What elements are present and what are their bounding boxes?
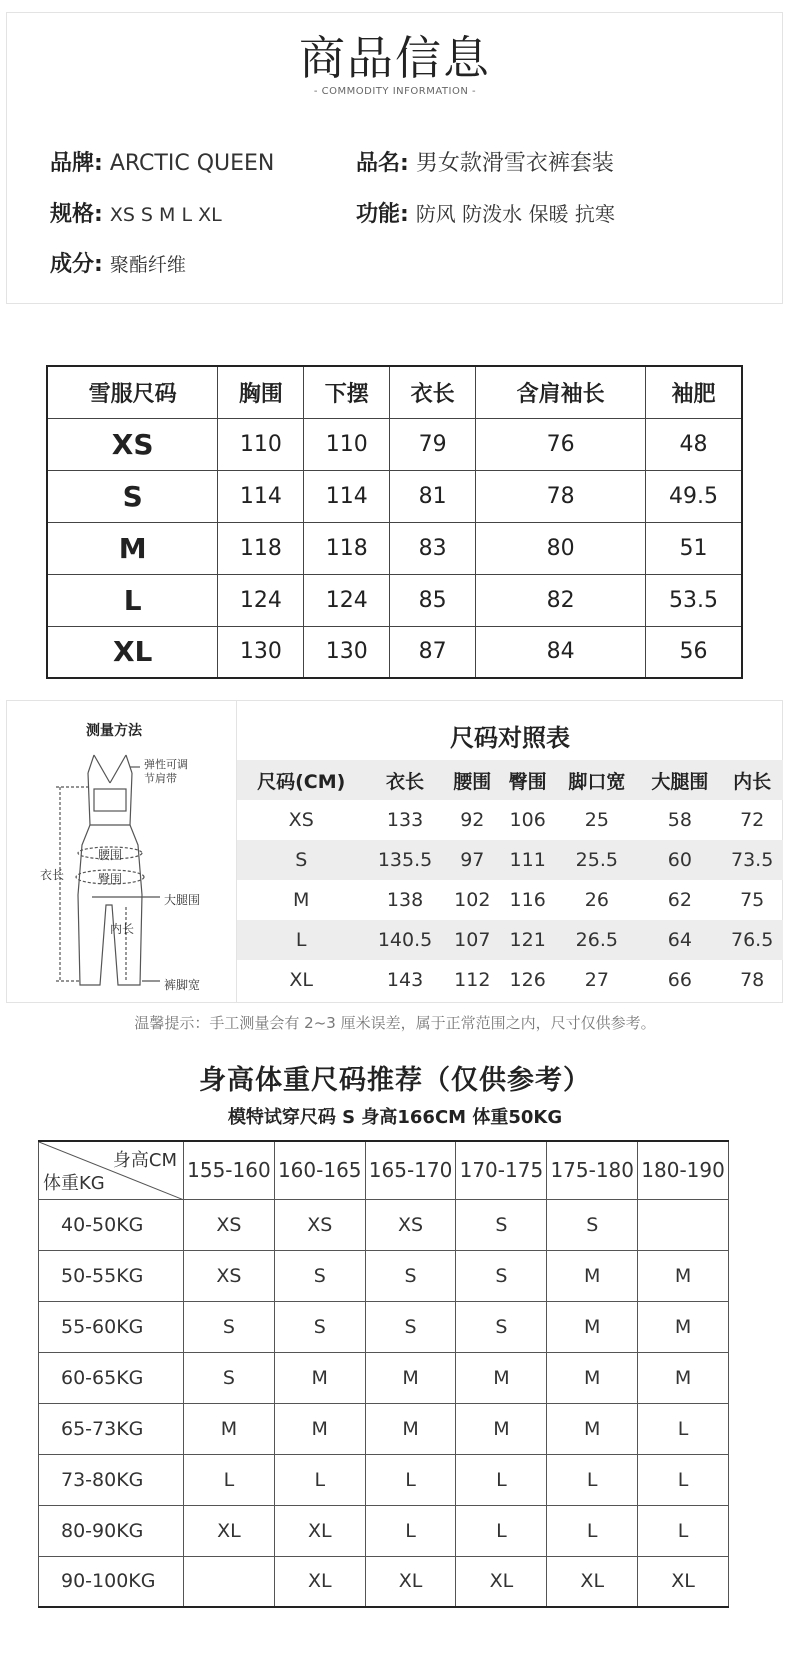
size-cell: S <box>365 1301 456 1352</box>
size-cell: M <box>638 1250 729 1301</box>
weight-cell: 80-90KG <box>39 1505 184 1556</box>
ski-size-header-cell: 雪服尺码 <box>47 366 218 418</box>
weight-cell: 60-65KG <box>39 1352 184 1403</box>
spec-label: 规格: <box>50 202 103 227</box>
product-name-value: 男女款滑雪衣裤套装 <box>415 151 614 176</box>
value-cell: 26.5 <box>555 920 638 960</box>
weight-cell: 73-80KG <box>39 1454 184 1505</box>
value-cell: 25.5 <box>555 840 638 880</box>
recommendation-subtitle: 模特试穿尺码 S 身高166CM 体重50KG <box>227 1107 563 1128</box>
size-cell <box>638 1199 729 1250</box>
value-cell: 107 <box>445 920 500 960</box>
size-cell: L <box>274 1454 365 1505</box>
size-cell: M <box>638 1352 729 1403</box>
brand-value: ARCTIC QUEEN <box>109 151 275 176</box>
size-cell: M <box>638 1301 729 1352</box>
strap-label <box>144 758 188 786</box>
weight-cell: 40-50KG <box>39 1199 184 1250</box>
spec-value: XS S M L XL <box>109 204 222 226</box>
table-row <box>39 1454 729 1505</box>
ski-size-header-row <box>47 366 742 418</box>
strap-label-text: 弹性可调 节肩带 <box>144 758 188 785</box>
table-row <box>39 1403 729 1454</box>
size-cell: S <box>456 1199 547 1250</box>
pants-header-cell: 内长 <box>721 760 783 800</box>
height-header-cell: 155-160 <box>184 1141 275 1199</box>
corner-cell <box>39 1141 184 1199</box>
size-cell: M <box>293 889 310 911</box>
height-header-cell: 160-165 <box>274 1141 365 1199</box>
value-cell: 116 <box>509 889 546 911</box>
product-name-row <box>356 146 614 177</box>
size-cell: M <box>47 522 218 574</box>
value-cell: 102 <box>454 889 491 911</box>
size-cell: M <box>274 1352 365 1403</box>
size-cell: L <box>456 1454 547 1505</box>
value-cell: 75 <box>740 889 765 911</box>
size-cell: XL <box>274 1505 365 1556</box>
value-cell: 79 <box>390 418 476 470</box>
size-cell: S <box>274 1301 365 1352</box>
value-cell: 48 <box>646 418 742 470</box>
size-cell: M <box>456 1352 547 1403</box>
value-cell: 84 <box>476 626 646 678</box>
table-row <box>39 1250 729 1301</box>
value-cell: 66 <box>667 969 692 991</box>
value-cell: 72 <box>740 809 765 831</box>
table-row <box>47 522 742 574</box>
value-cell: 126 <box>509 969 546 991</box>
size-cell: L <box>547 1454 638 1505</box>
size-cell: S <box>365 1250 456 1301</box>
size-cell: L <box>638 1505 729 1556</box>
hem-label: 裤脚宽 <box>164 978 201 992</box>
corner-height-label: 身高CM <box>112 1150 177 1171</box>
thigh-label: 大腿围 <box>164 893 201 907</box>
hip-label: 臀围 <box>98 872 123 886</box>
size-cell: XL <box>274 1556 365 1607</box>
size-cell: S <box>184 1352 275 1403</box>
value-cell: 135.5 <box>365 840 444 880</box>
size-cell: S <box>47 470 218 522</box>
size-cell: L <box>47 574 218 626</box>
table-row <box>237 880 783 920</box>
function-row <box>356 197 615 228</box>
product-name-label: 品名: <box>356 151 409 176</box>
value-cell: 118 <box>304 522 390 574</box>
value-cell: 26 <box>584 889 609 911</box>
size-cell: XS <box>365 1199 456 1250</box>
size-cell: S <box>456 1301 547 1352</box>
weight-cell: 90-100KG <box>39 1556 184 1607</box>
corner-weight-label: 体重KG <box>43 1172 105 1194</box>
value-cell: 130 <box>218 626 304 678</box>
size-cell: M <box>547 1301 638 1352</box>
table-row <box>237 800 783 840</box>
size-cell: L <box>638 1454 729 1505</box>
value-cell: 64 <box>638 920 721 960</box>
value-cell: 78 <box>476 470 646 522</box>
value-cell: 87 <box>390 626 476 678</box>
table-row <box>47 418 742 470</box>
value-cell: 58 <box>667 809 692 831</box>
pants-header-cell: 脚口宽 <box>555 760 638 800</box>
size-cell: XL <box>289 969 314 991</box>
value-cell: 110 <box>304 418 390 470</box>
height-header-cell: 175-180 <box>547 1141 638 1199</box>
value-cell: 143 <box>386 969 424 991</box>
size-cell: L <box>365 1454 456 1505</box>
value-cell: 92 <box>460 809 485 831</box>
weight-cell: 50-55KG <box>39 1250 184 1301</box>
size-cell: M <box>365 1403 456 1454</box>
commodity-info-subtitle: - COMMODITY INFORMATION - <box>313 86 477 97</box>
inseam-label: 内长 <box>110 922 135 936</box>
value-cell: 83 <box>390 522 476 574</box>
ski-size-header-cell: 下摆 <box>304 366 390 418</box>
value-cell: 106 <box>509 809 546 831</box>
pants-size-table <box>237 760 783 1000</box>
table-row <box>39 1199 729 1250</box>
table-row <box>237 960 783 1000</box>
size-cell: L <box>365 1505 456 1556</box>
size-cell: S <box>184 1301 275 1352</box>
size-cell: XS <box>288 809 314 831</box>
length-label: 衣长 <box>40 868 65 882</box>
value-cell: 138 <box>386 889 424 911</box>
value-cell: 114 <box>218 470 304 522</box>
table-row <box>237 920 783 960</box>
brand-row <box>50 146 274 177</box>
size-cell: XS <box>184 1199 275 1250</box>
size-cell: XL <box>547 1556 638 1607</box>
value-cell: 76.5 <box>721 920 783 960</box>
pants-header-row <box>237 760 783 800</box>
size-cell: M <box>547 1352 638 1403</box>
commodity-info-title: 商品信息 <box>299 31 491 85</box>
size-cell: XL <box>184 1505 275 1556</box>
height-header-cell: 170-175 <box>456 1141 547 1199</box>
table-row <box>39 1505 729 1556</box>
function-value: 防风 防泼水 保暖 抗寒 <box>415 202 615 226</box>
material-label: 成分: <box>50 252 103 277</box>
ski-size-header-cell: 含肩袖长 <box>476 366 646 418</box>
value-cell: 111 <box>500 840 555 880</box>
pants-chart-title: 尺码对照表 <box>450 724 570 752</box>
value-cell: 124 <box>304 574 390 626</box>
size-cell: L <box>638 1403 729 1454</box>
size-cell: XS <box>47 418 218 470</box>
size-cell: S <box>547 1199 638 1250</box>
value-cell: 133 <box>386 809 424 831</box>
pants-header-cell: 大腿围 <box>638 760 721 800</box>
spec-row <box>50 197 222 228</box>
value-cell: 97 <box>445 840 500 880</box>
value-cell: 76 <box>476 418 646 470</box>
table-row <box>39 1352 729 1403</box>
value-cell: 27 <box>584 969 609 991</box>
size-cell: M <box>547 1403 638 1454</box>
size-cell: M <box>547 1250 638 1301</box>
table-row <box>39 1556 729 1607</box>
value-cell: 78 <box>740 969 765 991</box>
function-label: 功能: <box>356 202 409 227</box>
height-header-cell: 180-190 <box>638 1141 729 1199</box>
value-cell: 112 <box>454 969 491 991</box>
measurement-tip: 温馨提示：手工测量会有 2~3 厘米误差，属于正常范围之内，尺寸仅供参考。 <box>134 1014 656 1032</box>
value-cell: 62 <box>667 889 692 911</box>
size-cell: XS <box>274 1199 365 1250</box>
size-cell: L <box>184 1454 275 1505</box>
recommendation-title: 身高体重尺码推荐（仅供参考） <box>199 1065 591 1096</box>
measurement-title: 测量方法 <box>86 723 142 739</box>
value-cell: 49.5 <box>646 470 742 522</box>
value-cell: 56 <box>646 626 742 678</box>
size-cell: XS <box>184 1250 275 1301</box>
table-row <box>47 626 742 678</box>
ski-size-header-cell: 袖肥 <box>646 366 742 418</box>
size-cell: M <box>274 1403 365 1454</box>
value-cell: 80 <box>476 522 646 574</box>
size-cell: L <box>456 1505 547 1556</box>
value-cell: 60 <box>638 840 721 880</box>
size-cell <box>184 1556 275 1607</box>
table-row <box>47 470 742 522</box>
table-row <box>47 574 742 626</box>
size-cell: L <box>237 920 365 960</box>
value-cell: 124 <box>218 574 304 626</box>
value-cell: 140.5 <box>365 920 444 960</box>
weight-cell: 55-60KG <box>39 1301 184 1352</box>
value-cell: 51 <box>646 522 742 574</box>
value-cell: 130 <box>304 626 390 678</box>
size-cell: XL <box>47 626 218 678</box>
size-cell: M <box>456 1403 547 1454</box>
size-cell: XL <box>638 1556 729 1607</box>
value-cell: 85 <box>390 574 476 626</box>
height-header-row <box>39 1141 729 1199</box>
material-row <box>50 247 186 278</box>
value-cell: 110 <box>218 418 304 470</box>
value-cell: 82 <box>476 574 646 626</box>
size-cell: M <box>365 1352 456 1403</box>
pants-header-cell: 衣长 <box>365 760 444 800</box>
value-cell: 25 <box>584 809 609 831</box>
pants-header-cell: 腰围 <box>445 760 500 800</box>
table-row <box>237 840 783 880</box>
material-value: 聚酯纤维 <box>109 254 186 276</box>
size-cell: S <box>274 1250 365 1301</box>
height-header-cell: 165-170 <box>365 1141 456 1199</box>
size-cell: XL <box>456 1556 547 1607</box>
ski-size-table <box>46 365 743 679</box>
recommendation-table <box>38 1140 729 1608</box>
size-cell: XL <box>365 1556 456 1607</box>
pants-header-cell: 尺码(CM) <box>237 760 365 800</box>
value-cell: 114 <box>304 470 390 522</box>
table-row <box>39 1301 729 1352</box>
size-cell: S <box>456 1250 547 1301</box>
ski-size-header-cell: 衣长 <box>390 366 476 418</box>
value-cell: 81 <box>390 470 476 522</box>
ski-size-header-cell: 胸围 <box>218 366 304 418</box>
weight-cell: 65-73KG <box>39 1403 184 1454</box>
size-cell: L <box>547 1505 638 1556</box>
brand-label: 品牌: <box>50 151 103 176</box>
waist-label: 腰围 <box>98 848 123 862</box>
size-cell: S <box>237 840 365 880</box>
value-cell: 73.5 <box>721 840 783 880</box>
size-cell: M <box>184 1403 275 1454</box>
pants-header-cell: 臀围 <box>500 760 555 800</box>
value-cell: 118 <box>218 522 304 574</box>
value-cell: 53.5 <box>646 574 742 626</box>
value-cell: 121 <box>500 920 555 960</box>
